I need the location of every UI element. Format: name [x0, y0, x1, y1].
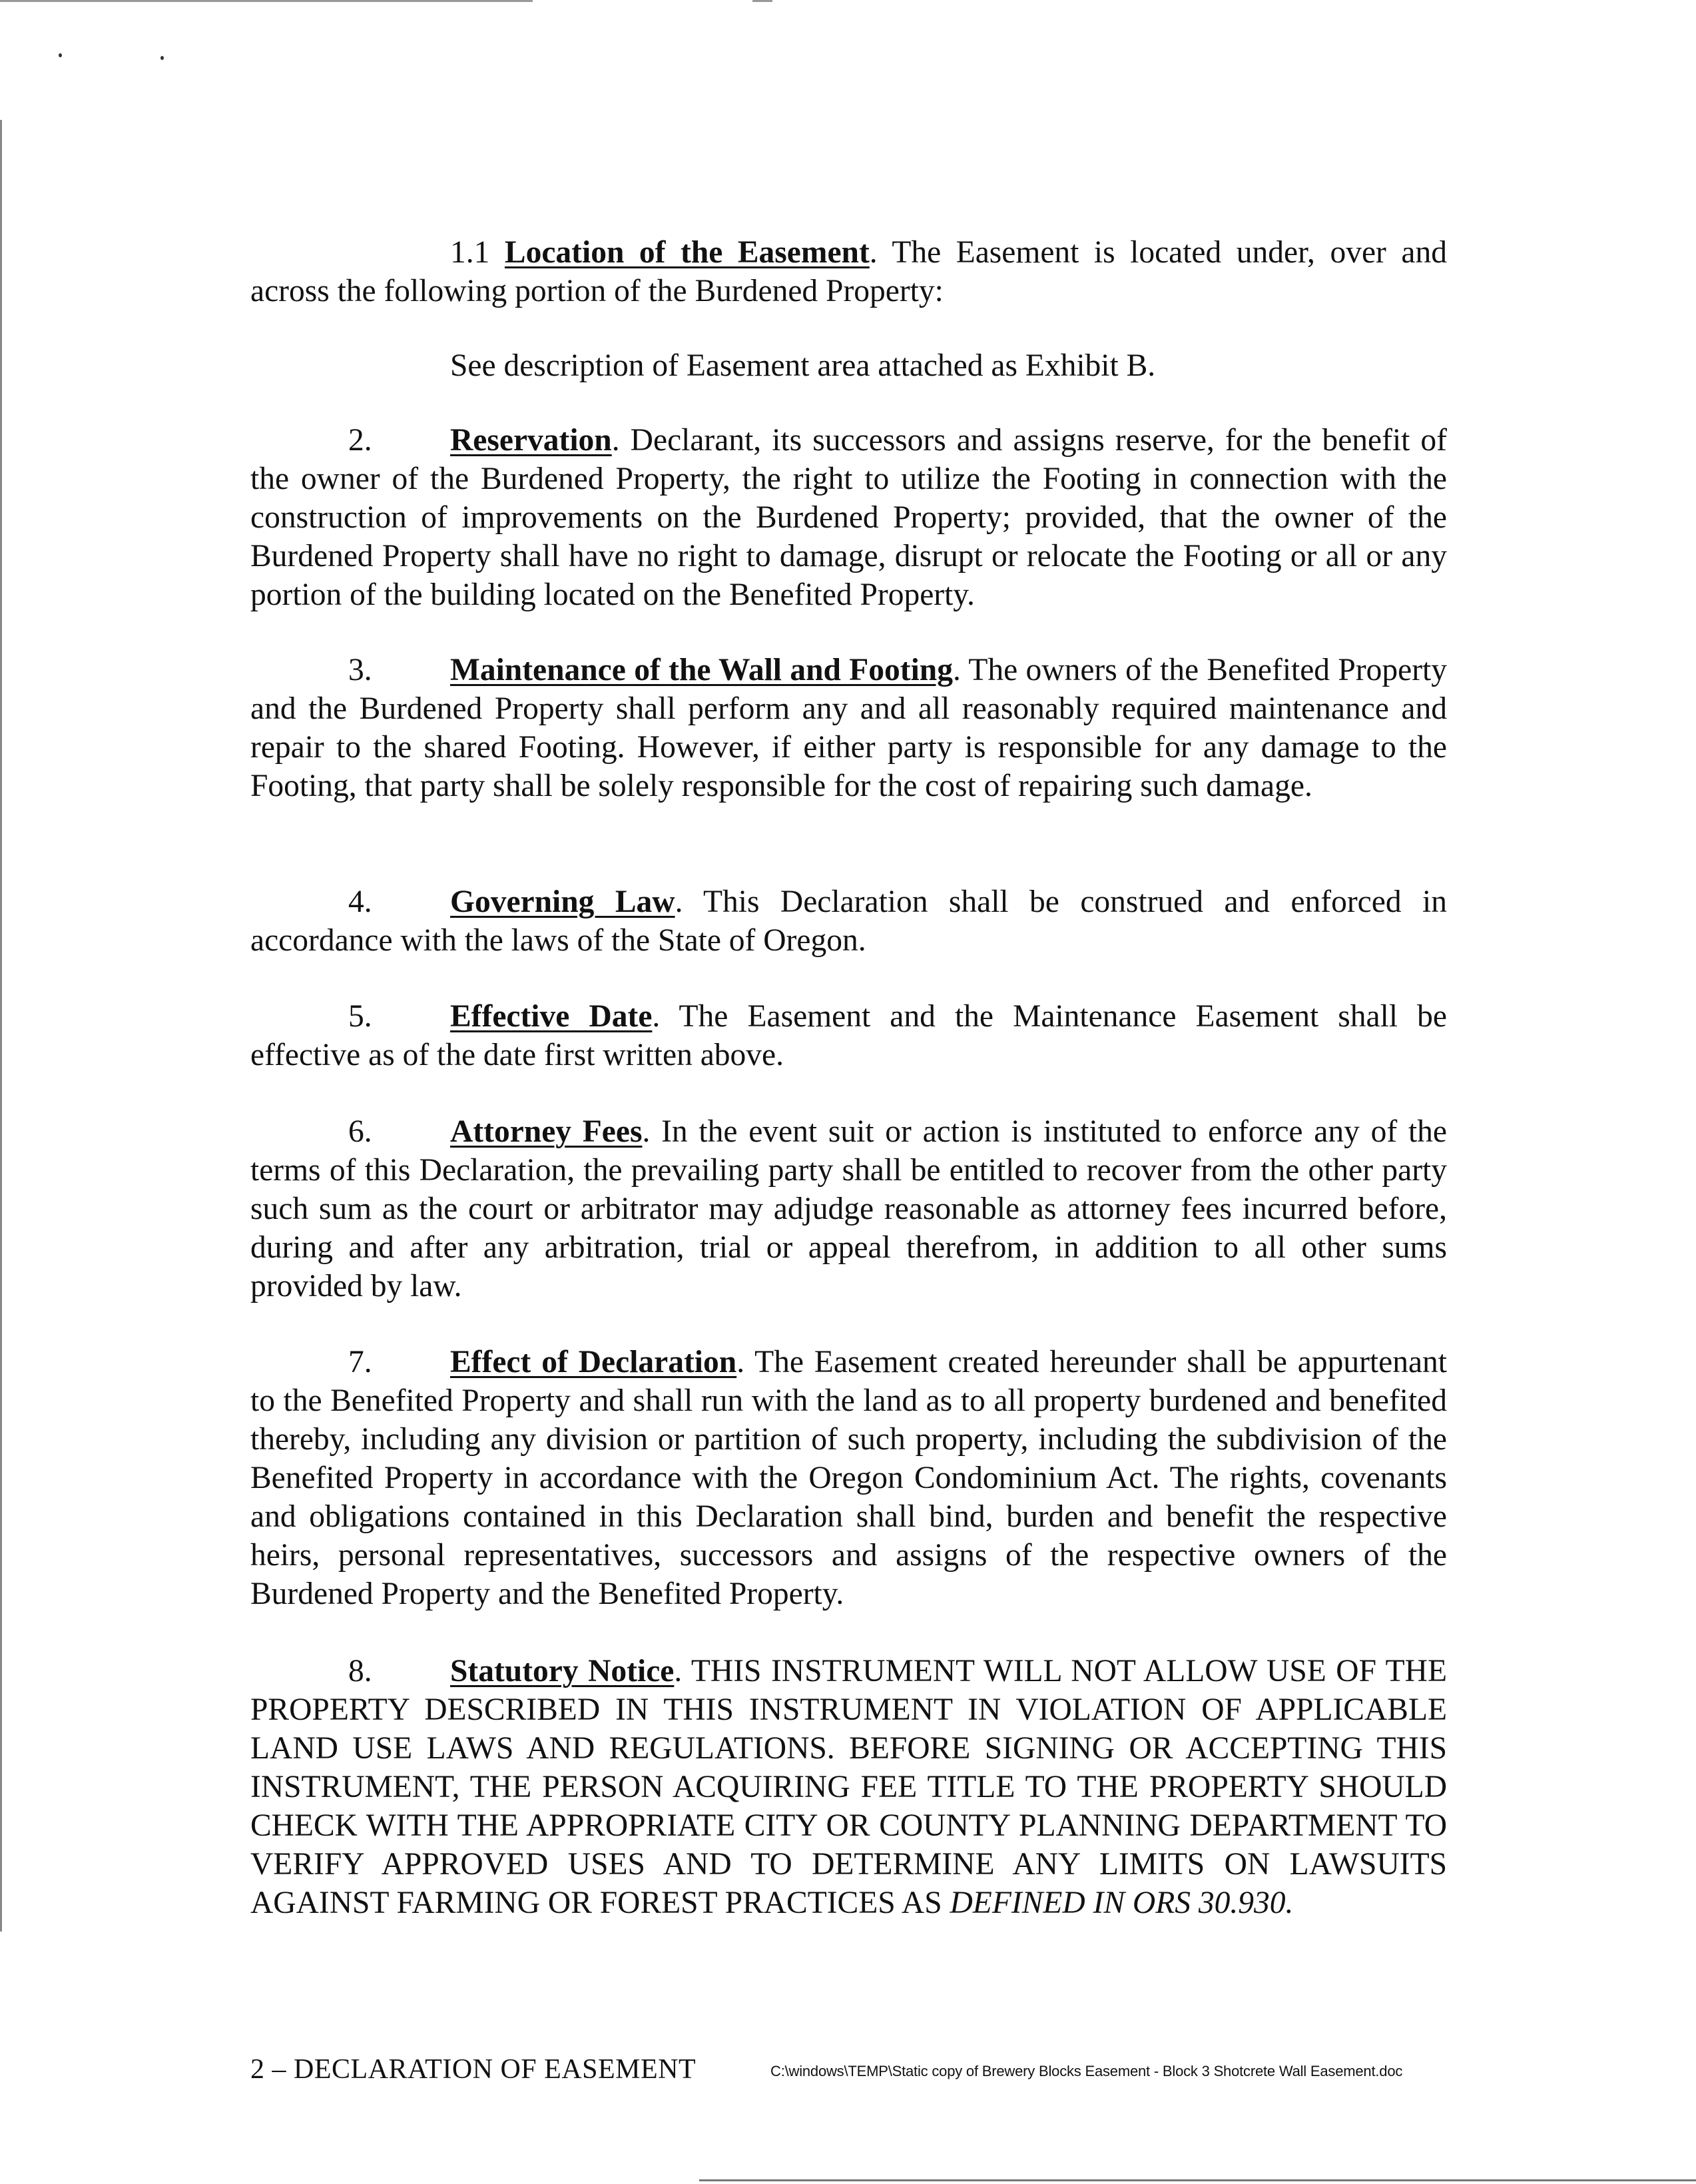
section-7-paragraph — [250, 1343, 1447, 1613]
section-number: 2. — [348, 423, 372, 458]
section-text: . The Easement created hereunder shall be appurtenant to the Benefited Property and shall run with the land as to all property burdened and benefited thereby, including any division or partition of such property, including the subdivision of the Benefited Property in accordance with the Oregon Condominium Act. The rights, covenants and obligations contained in this Declaration shall bind, burden and benefit the respective heirs, personal representatives, successors and assigns of the respective owners of the Burdened Property and the Benefited Property. — [250, 1345, 1447, 1611]
section-number: 3. — [348, 653, 372, 687]
section-number: 8. — [348, 1654, 372, 1688]
section-5 — [250, 997, 1447, 1074]
section-7 — [250, 1343, 1447, 1613]
scan-artifact-left-edge — [0, 120, 2, 1932]
section-3 — [250, 651, 1447, 805]
statute-reference: DEFINED IN ORS 30.930. — [950, 1886, 1294, 1920]
section-heading: Effective Date — [450, 999, 653, 1034]
section-4 — [250, 883, 1447, 960]
section-number: 1.1 — [450, 235, 490, 270]
scan-speck — [160, 56, 164, 60]
section-number: 4. — [348, 885, 372, 919]
section-text: . The Easement and the Maintenance Easement shall be effective as of the date first written above. — [250, 999, 1447, 1072]
section-1-1 — [250, 233, 1447, 385]
section-heading: Statutory Notice — [450, 1654, 675, 1688]
section-number: 5. — [348, 999, 372, 1034]
section-heading: Effect of Declaration — [450, 1345, 737, 1379]
page-footer-label: 2 – DECLARATION OF EASEMENT — [250, 2054, 697, 2085]
section-number: 7. — [348, 1345, 372, 1379]
exhibit-reference: See description of Easement area attached as Exhibit B. — [450, 348, 1156, 383]
section-8-paragraph — [250, 1652, 1447, 1922]
section-3-paragraph — [250, 651, 1447, 805]
section-text: . The Easement is located under, over and across the following portion of the Burdened Property: — [250, 235, 1447, 308]
section-8 — [250, 1652, 1447, 1922]
scan-speck — [59, 53, 62, 57]
section-heading: Governing Law — [450, 885, 675, 919]
section-text: . THIS INSTRUMENT WILL NOT ALLOW USE OF THE PROPERTY DESCRIBED IN THIS INSTRUMENT IN VIOLATION OF APPLICABLE LAND USE LAWS AND REGULATIONS. BEFORE SIGNING OR ACCEPTING THIS INSTRUMENT, THE PERSON ACQUIRING FEE TITLE TO THE PROPERTY SHOULD CHECK WITH THE APPROPRIATE CITY OR COUNTY PLANNING DEPARTMENT TO VERIFY APPROVED USES AND TO DETERMINE ANY LIMITS ON LAWSUITS AGAINST FARMING OR FOREST PRACTICES AS — [250, 1654, 1448, 1920]
scan-artifact-top-edge — [0, 0, 1696, 2]
section-heading: Reservation — [450, 423, 612, 458]
section-6 — [250, 1112, 1447, 1305]
section-text: . This Declaration shall be construed and enforced in accordance with the laws of the State of Oregon. — [250, 885, 1447, 958]
section-text: . In the event suit or action is instituted to enforce any of the terms of this Declaration, the prevailing party shall be entitled to recover from the other party such sum as the court or arbitrator may adjudge reasonable as attorney fees incurred before, during and after any arbitration, trial or appeal therefrom, in addition to all other sums provided by law. — [250, 1114, 1447, 1303]
section-6-paragraph — [250, 1112, 1447, 1305]
scan-artifact-bottom-edge — [699, 2179, 1696, 2181]
section-2-paragraph — [250, 421, 1447, 614]
section-4-paragraph — [250, 883, 1447, 960]
section-number: 6. — [348, 1114, 372, 1149]
section-1-1-paragraph — [250, 233, 1447, 310]
footer-file-path: C:\windows\TEMP\Static copy of Brewery Blocks Easement - Block 3 Shotcrete Wall Easement.doc — [770, 2063, 1403, 2079]
section-2 — [250, 421, 1447, 614]
section-heading: Attorney Fees — [450, 1114, 643, 1149]
section-text: . The owners of the Benefited Property and the Burdened Property shall perform any and all reasonably required maintenance and repair to the shared Footing. However, if either party is responsible for any damage to the Footing, that party shall be solely responsible for the cost of repairing such damage. — [250, 653, 1447, 803]
section-text: . Declarant, its successors and assigns reserve, for the benefit of the owner of the Burdened Property, the right to utilize the Footing in connection with the construction of improvements on the Burdened Property; provided, that the owner of the Burdened Property shall have no right to damage, disrupt or relocate the Footing or all or any portion of the building located on the Benefited Property. — [250, 423, 1447, 612]
section-5-paragraph — [250, 997, 1447, 1074]
section-heading: Location of the Easement — [504, 235, 870, 270]
section-heading: Maintenance of the Wall and Footing — [450, 653, 953, 687]
